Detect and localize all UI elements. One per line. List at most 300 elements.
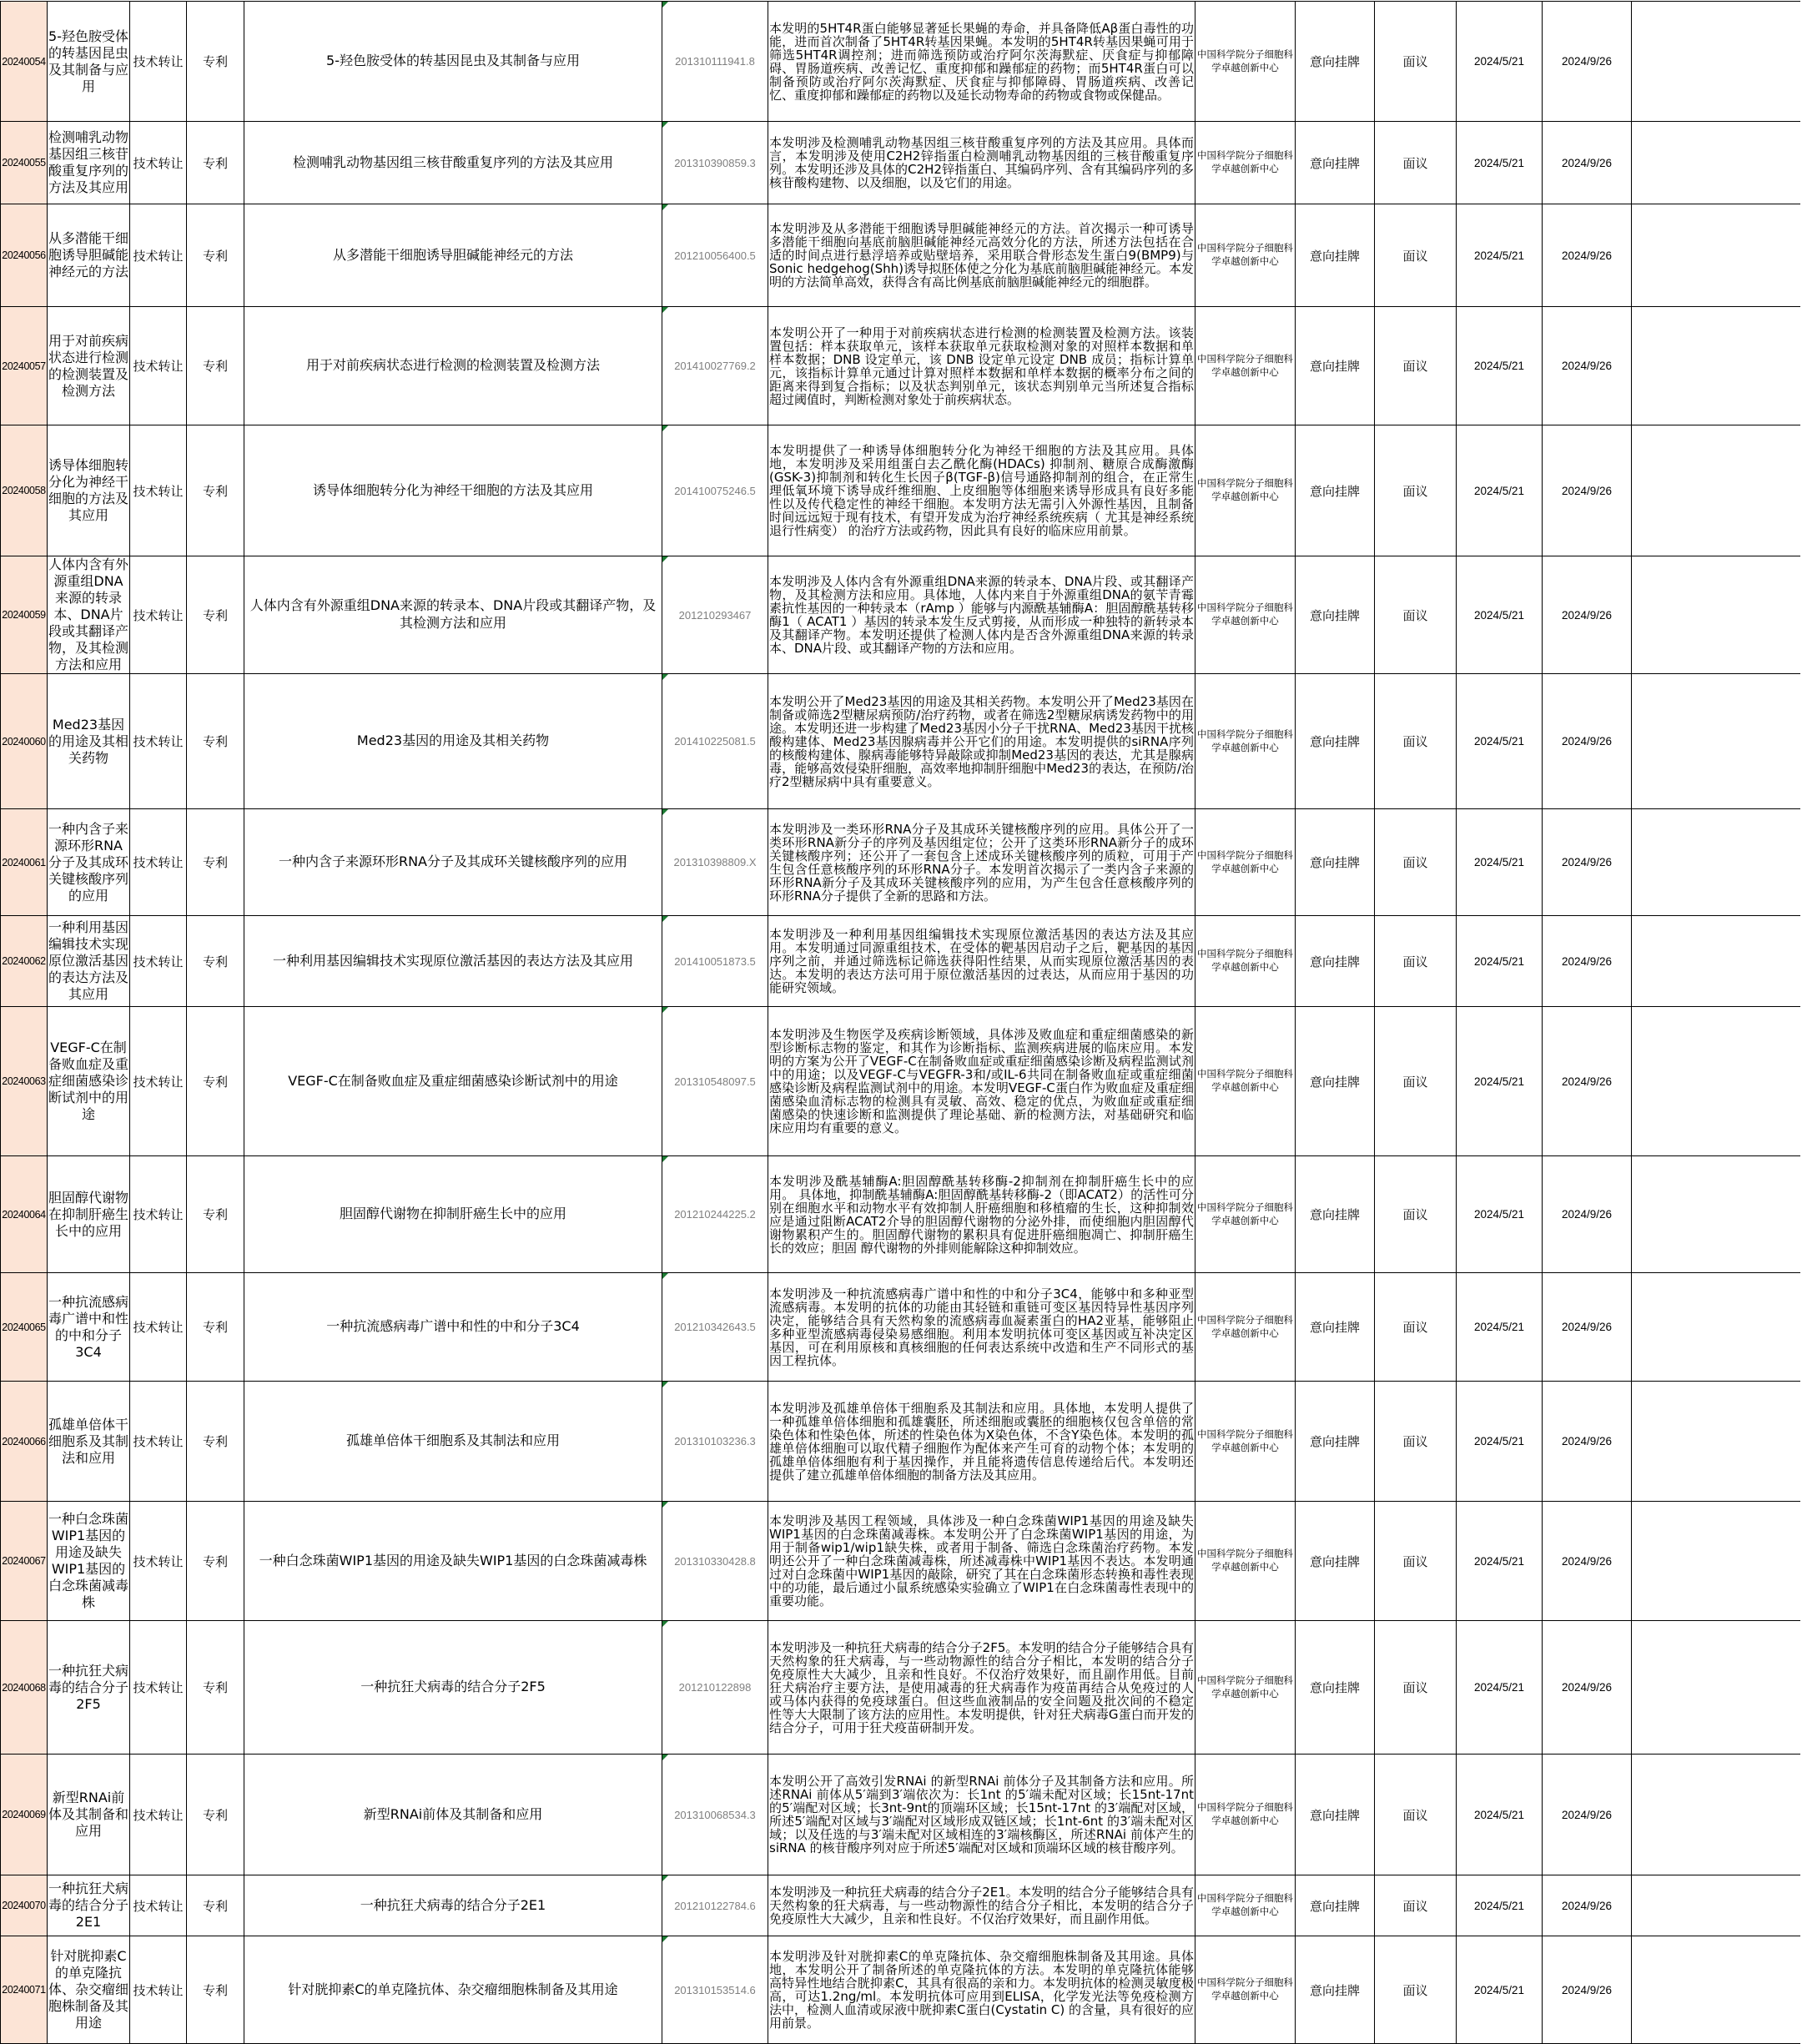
patent-number-text: 201210342643.5	[674, 1321, 756, 1333]
status-cell[interactable]	[1296, 1007, 1375, 1156]
full-title-cell[interactable]	[244, 916, 662, 1007]
status-text: 意向挂牌	[1309, 54, 1360, 69]
patent-number-cell[interactable]	[662, 204, 768, 307]
filler-cell	[1632, 809, 1800, 916]
listing-date-text: 2024/5/21	[1473, 1554, 1525, 1568]
organization-cell[interactable]	[1195, 674, 1296, 809]
update-date-text: 2024/9/26	[1561, 249, 1613, 262]
listing-date-cell[interactable]	[1457, 122, 1543, 204]
organization-cell[interactable]	[1195, 1755, 1296, 1875]
organization-cell[interactable]	[1195, 916, 1296, 1007]
row-id-cell[interactable]	[1, 556, 48, 674]
transfer-type-cell[interactable]	[130, 122, 187, 204]
full-title-cell[interactable]	[244, 1273, 662, 1382]
listing-date-cell[interactable]	[1457, 425, 1543, 556]
listing-date-cell[interactable]	[1457, 2, 1543, 122]
ip-type-cell[interactable]	[187, 1273, 244, 1382]
listing-date-cell[interactable]	[1457, 307, 1543, 425]
status-cell[interactable]	[1296, 916, 1375, 1007]
row-id-cell[interactable]	[1, 1273, 48, 1382]
status-cell[interactable]	[1296, 1621, 1375, 1755]
organization-text: 中国科学院分子细胞科学卓越创新中心	[1197, 242, 1293, 267]
transfer-type-cell[interactable]	[130, 1382, 187, 1502]
update-date-cell[interactable]	[1543, 425, 1632, 556]
patent-number-text: 201310390859.3	[674, 156, 756, 169]
project-title-cell[interactable]	[48, 556, 130, 674]
transfer-type-cell[interactable]	[130, 2, 187, 122]
listing-date-cell[interactable]	[1457, 204, 1543, 307]
price-cell[interactable]	[1375, 2, 1457, 122]
status-cell[interactable]	[1296, 307, 1375, 425]
transfer-type-cell[interactable]	[130, 1755, 187, 1875]
price-cell[interactable]	[1375, 1007, 1457, 1156]
ip-type-cell[interactable]	[187, 307, 244, 425]
full-title-cell[interactable]	[244, 2, 662, 122]
transfer-type-cell[interactable]	[130, 1875, 187, 1936]
listing-date-cell[interactable]	[1457, 1007, 1543, 1156]
table-row	[1, 1621, 1800, 1755]
organization-cell[interactable]	[1195, 1936, 1296, 2044]
transfer-type-cell[interactable]	[130, 307, 187, 425]
price-cell[interactable]	[1375, 916, 1457, 1007]
patent-number-cell[interactable]	[662, 122, 768, 204]
row-id-text: 20240056	[2, 249, 46, 261]
description-cell[interactable]	[768, 1936, 1195, 2044]
organization-text: 中国科学院分子细胞科学卓越创新中心	[1197, 602, 1293, 627]
transfer-type-cell[interactable]	[130, 1502, 187, 1621]
ip-type-text: 专利	[202, 855, 228, 870]
listing-date-text: 2024/5/21	[1473, 249, 1525, 262]
patent-number-cell[interactable]	[662, 2, 768, 122]
listing-date-cell[interactable]	[1457, 1273, 1543, 1382]
project-title-text: 用于对前疾病状态进行检测的检测装置及检测方法	[48, 332, 129, 399]
update-date-cell[interactable]	[1543, 122, 1632, 204]
status-cell[interactable]	[1296, 809, 1375, 916]
ip-type-cell[interactable]	[187, 556, 244, 674]
description-text: 本发明涉及一种利用基因组编辑技术实现原位激活基因的表达方法及其应用。本发明通过同源重组技术，在受体的靶基因启动子之后，靶基因的基因序列之前，并通过筛选标记筛选获得阳性结果，从而实现原位激活基因的表达。本发明的表达方法可用于原位激活基因的过表达，从而应用于基因的功能研究领域。	[769, 927, 1194, 995]
listing-date-cell[interactable]	[1457, 916, 1543, 1007]
listing-date-cell[interactable]	[1457, 1621, 1543, 1755]
organization-cell[interactable]	[1195, 425, 1296, 556]
description-cell[interactable]	[768, 204, 1195, 307]
full-title-cell[interactable]	[244, 674, 662, 809]
organization-cell[interactable]	[1195, 1502, 1296, 1621]
full-title-cell[interactable]	[244, 1755, 662, 1875]
full-title-cell[interactable]	[244, 1156, 662, 1273]
table-row	[1, 1502, 1800, 1621]
full-title-text: 一种抗狂犬病毒的结合分子2E1	[360, 1896, 546, 1913]
organization-cell[interactable]	[1195, 1621, 1296, 1755]
update-date-cell[interactable]	[1543, 1621, 1632, 1755]
price-cell[interactable]	[1375, 1502, 1457, 1621]
row-id-cell[interactable]	[1, 674, 48, 809]
description-text: 本发明涉及针对胱抑素C的单克隆抗体、杂交瘤细胞株制备及其用途。具体地，本发明公开了制备所述的单克隆抗体的方法。本发明的单克隆抗体能够高特异性地结合胱抑素C，其具有很高的亲和力。本发明抗体的检测灵敏度极高，可达1.2ng/ml。本发明抗体可应用到ELISA，化学发光法等免疫检测方法中，检测人血清或尿液中胱抑素C蛋白(Cystatin C) 的含量，具有很好的应用前景。	[769, 1949, 1194, 2031]
row-id-text: 20240064	[2, 1208, 46, 1221]
project-title-cell[interactable]	[48, 425, 130, 556]
project-title-cell[interactable]	[48, 1875, 130, 1936]
transfer-type-cell[interactable]	[130, 916, 187, 1007]
price-cell[interactable]	[1375, 1936, 1457, 2044]
transfer-type-cell[interactable]	[130, 809, 187, 916]
organization-cell[interactable]	[1195, 1382, 1296, 1502]
row-id-cell[interactable]	[1, 2, 48, 122]
full-title-cell[interactable]	[244, 122, 662, 204]
row-id-text: 20240058	[2, 485, 46, 496]
full-title-cell[interactable]	[244, 1936, 662, 2044]
patent-number-text: 201410225081.5	[674, 735, 756, 748]
row-id-cell[interactable]	[1, 1382, 48, 1502]
description-text: 本发明涉及从多潜能干细胞诱导胆碱能神经元的方法。首次揭示一种可诱导多潜能干细胞向基底前脑胆碱能神经元高效分化的方法，所述方法包括在合适的时间点进行悬浮培养或贴壁培养，采用联合骨形态发生蛋白9(BMP9)与Sonic hedgehog(Shh)诱导拟胚体使之分化为基底前脑胆碱能神经元。本发明的方法简单高效，获得含有高比例基底前脑胆碱能神经元的细胞群。	[769, 221, 1194, 289]
organization-cell[interactable]	[1195, 1007, 1296, 1156]
update-date-cell[interactable]	[1543, 1755, 1632, 1875]
patent-number-cell[interactable]	[662, 1007, 768, 1156]
ip-type-text: 专利	[202, 1898, 228, 1914]
row-id-cell[interactable]	[1, 122, 48, 204]
price-cell[interactable]	[1375, 1382, 1457, 1502]
full-title-cell[interactable]	[244, 204, 662, 307]
table-row	[1, 1382, 1800, 1502]
row-id-cell[interactable]	[1, 204, 48, 307]
ip-type-text: 专利	[202, 1320, 228, 1335]
status-cell[interactable]	[1296, 204, 1375, 307]
listing-date-cell[interactable]	[1457, 1382, 1543, 1502]
price-text: 面议	[1402, 359, 1428, 374]
ip-type-text: 专利	[202, 1553, 228, 1569]
update-date-cell[interactable]	[1543, 1273, 1632, 1382]
project-title-text: 针对胱抑素C的单克隆抗体、杂交瘤细胞株制备及其用途	[48, 1948, 129, 2031]
organization-cell[interactable]	[1195, 809, 1296, 916]
listing-date-cell[interactable]	[1457, 809, 1543, 916]
update-date-cell[interactable]	[1543, 809, 1632, 916]
row-id-cell[interactable]	[1, 1156, 48, 1273]
project-title-cell[interactable]	[48, 122, 130, 204]
price-cell[interactable]	[1375, 122, 1457, 204]
ip-type-text: 专利	[202, 1434, 228, 1449]
row-id-cell[interactable]	[1, 1007, 48, 1156]
full-title-text: 新型RNAi前体及其制备和应用	[363, 1805, 543, 1822]
description-cell[interactable]	[768, 1156, 1195, 1273]
transfer-type-cell[interactable]	[130, 1273, 187, 1382]
transfer-type-text: 技术转让	[133, 483, 184, 499]
transfer-type-text: 技术转让	[133, 1680, 184, 1695]
ip-type-cell[interactable]	[187, 2, 244, 122]
update-date-cell[interactable]	[1543, 1382, 1632, 1502]
status-text: 意向挂牌	[1309, 1074, 1360, 1090]
ip-type-cell[interactable]	[187, 1621, 244, 1755]
update-date-cell[interactable]	[1543, 916, 1632, 1007]
table-row	[1, 1007, 1800, 1156]
status-cell[interactable]	[1296, 1936, 1375, 2044]
organization-text: 中国科学院分子细胞科学卓越创新中心	[1197, 1427, 1293, 1453]
patent-number-cell[interactable]	[662, 1936, 768, 2044]
organization-cell[interactable]	[1195, 2, 1296, 122]
patent-number-text: 201210122784.6	[674, 1899, 756, 1912]
patent-number-cell[interactable]	[662, 556, 768, 674]
full-title-cell[interactable]	[244, 425, 662, 556]
patent-number-cell[interactable]	[662, 1875, 768, 1936]
update-date-text: 2024/9/26	[1561, 484, 1613, 497]
price-text: 面议	[1402, 734, 1428, 749]
price-text: 面议	[1402, 483, 1428, 499]
update-date-text: 2024/9/26	[1561, 1554, 1613, 1568]
ip-type-cell[interactable]	[187, 1502, 244, 1621]
row-id-cell[interactable]	[1, 916, 48, 1007]
patent-number-cell[interactable]	[662, 1502, 768, 1621]
row-id-cell[interactable]	[1, 1875, 48, 1936]
transfer-type-text: 技术转让	[133, 1553, 184, 1569]
ip-type-cell[interactable]	[187, 916, 244, 1007]
price-cell[interactable]	[1375, 425, 1457, 556]
update-date-cell[interactable]	[1543, 1875, 1632, 1936]
patent-number-cell[interactable]	[662, 1382, 768, 1502]
ip-type-cell[interactable]	[187, 809, 244, 916]
status-cell[interactable]	[1296, 425, 1375, 556]
table-row	[1, 1273, 1800, 1382]
transfer-type-cell[interactable]	[130, 204, 187, 307]
project-title-cell[interactable]	[48, 2, 130, 122]
status-cell[interactable]	[1296, 556, 1375, 674]
full-title-cell[interactable]	[244, 307, 662, 425]
description-cell[interactable]	[768, 1755, 1195, 1875]
full-title-text: 胆固醇代谢物在抑制肝癌生长中的应用	[339, 1206, 566, 1222]
description-cell[interactable]	[768, 1621, 1195, 1755]
full-title-cell[interactable]	[244, 1621, 662, 1755]
ip-type-cell[interactable]	[187, 1875, 244, 1936]
patent-number-cell[interactable]	[662, 1621, 768, 1755]
project-title-cell[interactable]	[48, 307, 130, 425]
description-cell[interactable]	[768, 916, 1195, 1007]
price-cell[interactable]	[1375, 674, 1457, 809]
description-cell[interactable]	[768, 1502, 1195, 1621]
organization-cell[interactable]	[1195, 1875, 1296, 1936]
listing-date-text: 2024/5/21	[1473, 608, 1525, 622]
price-text: 面议	[1402, 607, 1428, 623]
description-text: 本发明提供了一种诱导体细胞转分化为神经干细胞的方法及其应用。具体地，本发明涉及采用组蛋白去乙酰化酶(HDACs) 抑制剂、糖原合成酶激酶(GSK-3)抑制剂和转化生长因子β(TGF-β)信号通路抑制剂的组合，在正常生理低氧环境下诱导成纤维细胞、上皮细胞等体细胞来诱导形成具有良好多能性以及传代稳定性的神经干细胞。本发明方法无需引入外源性基因，且制备时间远远短于现有技术，有望开发成为治疗神经系统疾病（ 尤其是神经系统退行性病变） 的治疗方法或药物，因此具有良好的临床应用前景。	[769, 443, 1194, 538]
full-title-cell[interactable]	[244, 1382, 662, 1502]
patent-number-cell[interactable]	[662, 1273, 768, 1382]
price-text: 面议	[1402, 954, 1428, 969]
row-id-text: 20240057	[2, 360, 46, 372]
organization-cell[interactable]	[1195, 1156, 1296, 1273]
table-row	[1, 1875, 1800, 1936]
status-cell[interactable]	[1296, 1156, 1375, 1273]
update-date-cell[interactable]	[1543, 2, 1632, 122]
ip-type-cell[interactable]	[187, 1007, 244, 1156]
row-id-text: 20240068	[2, 1681, 46, 1694]
status-cell[interactable]	[1296, 1755, 1375, 1875]
transfer-type-cell[interactable]	[130, 556, 187, 674]
update-date-cell[interactable]	[1543, 674, 1632, 809]
description-cell[interactable]	[768, 2, 1195, 122]
ip-type-text: 专利	[202, 248, 228, 264]
price-cell[interactable]	[1375, 307, 1457, 425]
price-cell[interactable]	[1375, 1621, 1457, 1755]
description-cell[interactable]	[768, 674, 1195, 809]
description-text: 本发明涉及基因工程领域，具体涉及一种白念珠菌WIP1基因的用途及缺失WIP1基因的白念珠菌减毒株。本发明公开了白念珠菌WIP1基因的用途，为用于制备wip1/wip1缺失株，或者用于制备、筛选白念珠菌治疗药物。本发明还公开了一种白念珠菌减毒株，所述减毒株中WIP1基因不表达。本发明通过对白念珠菌中WIP1基因的敲除，研究了其在白念珠菌形态转换和毒性表现中的功能，最后通过小鼠系统感染实验确立了WIP1在白念珠菌毒性表现中的重要功能。	[769, 1513, 1194, 1609]
transfer-type-text: 技术转让	[133, 359, 184, 374]
organization-text: 中国科学院分子细胞科学卓越创新中心	[1197, 1068, 1293, 1093]
listing-date-cell[interactable]	[1457, 556, 1543, 674]
price-cell[interactable]	[1375, 1875, 1457, 1936]
green-triangle-icon	[662, 916, 668, 922]
status-cell[interactable]	[1296, 1875, 1375, 1936]
transfer-type-cell[interactable]	[130, 1621, 187, 1755]
description-text: 本发明涉及生物医学及疾病诊断领域，具体涉及败血症和重症细菌感染的新型诊断标志物的鉴定，和其作为诊断指标、监测疾病进展的临床应用。本发明的方案为公开了VEGF-C在制备败血症或重症细菌感染诊断及病程监测试剂中的用途；以及VEGF-C与VEGFR-3和/或IL-6共同在制备败血症或重症细菌感染诊断及病程监测试剂中的用途。本发明VEGF-C蛋白作为败血症及重症细菌感染血清标志物的检测具有灵敏、高效、稳定的优点，为败血症或重症细菌感染的快速诊断和监测提供了理论基础、新的检测方法，对基础研究和临床应用均有重要的意义。	[769, 1027, 1194, 1135]
patent-number-text: 201310068534.3	[674, 1808, 756, 1821]
ip-type-cell[interactable]	[187, 425, 244, 556]
update-date-cell[interactable]	[1543, 556, 1632, 674]
listing-date-text: 2024/5/21	[1473, 1208, 1525, 1221]
price-cell[interactable]	[1375, 1273, 1457, 1382]
organization-cell[interactable]	[1195, 556, 1296, 674]
status-cell[interactable]	[1296, 1502, 1375, 1621]
description-text: 本发明的5HT4R蛋白能够显著延长果蝇的寿命，并具备降低Aβ蛋白毒性的功能，进而首次制备了5HT4R转基因果蝇。本发明的5HT4R转基因果蝇可用于筛选5HT4R调控剂；进而筛选预防或治疗阿尔茨海默症、厌食症与抑郁障碍、胃肠道疾病、改善记忆、重度抑郁和躁郁症的药物；而5HT4R蛋白可以制备预防或治疗阿尔茨海默症、厌食症与抑郁障碍、胃肠道疾病、改善记忆、重度抑郁和躁郁症的药物以及延长动物寿命的药物或食物或保健品。	[769, 20, 1194, 103]
transfer-type-cell[interactable]	[130, 1936, 187, 2044]
organization-cell[interactable]	[1195, 122, 1296, 204]
transfer-type-cell[interactable]	[130, 1156, 187, 1273]
ip-type-cell[interactable]	[187, 1755, 244, 1875]
update-date-cell[interactable]	[1543, 1156, 1632, 1273]
update-date-cell[interactable]	[1543, 1502, 1632, 1621]
organization-text: 中国科学院分子细胞科学卓越创新中心	[1197, 352, 1293, 378]
patent-number-cell[interactable]	[662, 307, 768, 425]
status-cell[interactable]	[1296, 674, 1375, 809]
row-id-cell[interactable]	[1, 425, 48, 556]
project-title-cell[interactable]	[48, 674, 130, 809]
description-cell[interactable]	[768, 1875, 1195, 1936]
project-title-cell[interactable]	[48, 1382, 130, 1502]
listing-date-cell[interactable]	[1457, 1936, 1543, 2044]
update-date-text: 2024/9/26	[1561, 1435, 1613, 1447]
project-title-cell[interactable]	[48, 1156, 130, 1273]
row-id-cell[interactable]	[1, 1755, 48, 1875]
row-id-cell[interactable]	[1, 809, 48, 916]
description-cell[interactable]	[768, 556, 1195, 674]
project-title-text: 一种抗流感病毒广谱中和性的中和分子3C4	[48, 1293, 129, 1360]
ip-type-cell[interactable]	[187, 1936, 244, 2044]
description-cell[interactable]	[768, 1382, 1195, 1502]
patent-number-cell[interactable]	[662, 916, 768, 1007]
listing-date-cell[interactable]	[1457, 1875, 1543, 1936]
status-text: 意向挂牌	[1309, 734, 1360, 749]
filler-cell	[1632, 556, 1800, 674]
price-cell[interactable]	[1375, 556, 1457, 674]
price-cell[interactable]	[1375, 1156, 1457, 1273]
patent-number-cell[interactable]	[662, 1755, 768, 1875]
row-id-cell[interactable]	[1, 1936, 48, 2044]
patent-number-cell[interactable]	[662, 809, 768, 916]
description-cell[interactable]	[768, 809, 1195, 916]
row-id-cell[interactable]	[1, 1621, 48, 1755]
description-cell[interactable]	[768, 1007, 1195, 1156]
ip-type-text: 专利	[202, 483, 228, 499]
project-title-cell[interactable]	[48, 204, 130, 307]
project-title-text: 一种抗狂犬病毒的结合分子2F5	[48, 1662, 129, 1712]
project-title-cell[interactable]	[48, 1936, 130, 2044]
description-cell[interactable]	[768, 122, 1195, 204]
project-title-cell[interactable]	[48, 1755, 130, 1875]
organization-text: 中国科学院分子细胞科学卓越创新中心	[1197, 48, 1293, 73]
update-date-cell[interactable]	[1543, 1007, 1632, 1156]
ip-type-text: 专利	[202, 607, 228, 623]
full-title-cell[interactable]	[244, 556, 662, 674]
ip-type-cell[interactable]	[187, 204, 244, 307]
full-title-cell[interactable]	[244, 809, 662, 916]
description-text: 本发明涉及一种抗狂犬病毒的结合分子2F5。本发明的结合分子能够结合具有天然构象的狂犬病毒，与一些动物源性的结合分子相比，本发明的结合分子免疫原性大大减少，且亲和性良好。不仅治疗效果好，而且副作用低。目前狂犬病治疗主要方法，是使用减毒的狂犬病毒作为疫苗再结合从免疫过的人或马体内获得的免疫球蛋白。但这些血液制品的安全问题及批次间的不稳定性等大大限制了该方法的应用性。本发明提供，针对狂犬病毒G蛋白而开发的结合分子，可用于狂犬疫苗研制开发。	[769, 1639, 1194, 1735]
filler-cell	[1632, 122, 1800, 204]
listing-date-cell[interactable]	[1457, 1502, 1543, 1621]
listing-date-cell[interactable]	[1457, 1755, 1543, 1875]
full-title-cell[interactable]	[244, 1875, 662, 1936]
ip-type-cell[interactable]	[187, 1382, 244, 1502]
project-title-cell[interactable]	[48, 1273, 130, 1382]
status-cell[interactable]	[1296, 1273, 1375, 1382]
patent-listing-table	[0, 1, 1800, 2044]
row-id-text: 20240060	[2, 735, 46, 748]
status-text: 意向挂牌	[1309, 855, 1360, 870]
ip-type-text: 专利	[202, 1807, 228, 1823]
patent-number-text: 201210056400.5	[674, 249, 756, 262]
transfer-type-cell[interactable]	[130, 425, 187, 556]
update-date-cell[interactable]	[1543, 204, 1632, 307]
row-id-cell[interactable]	[1, 1502, 48, 1621]
description-cell[interactable]	[768, 1273, 1195, 1382]
full-title-text: 用于对前疾病状态进行检测的检测装置及检测方法	[305, 357, 600, 374]
table-row	[1, 307, 1800, 425]
ip-type-cell[interactable]	[187, 122, 244, 204]
status-cell[interactable]	[1296, 1382, 1375, 1502]
status-text: 意向挂牌	[1309, 1807, 1360, 1823]
ip-type-cell[interactable]	[187, 1156, 244, 1273]
green-triangle-icon	[662, 1273, 668, 1279]
organization-cell[interactable]	[1195, 204, 1296, 307]
listing-date-cell[interactable]	[1457, 1156, 1543, 1273]
project-title-text: 检测哺乳动物基因组三核苷酸重复序列的方法及其应用	[48, 129, 129, 195]
ip-type-cell[interactable]	[187, 674, 244, 809]
status-cell[interactable]	[1296, 2, 1375, 122]
price-cell[interactable]	[1375, 1755, 1457, 1875]
organization-text: 中国科学院分子细胞科学卓越创新中心	[1197, 727, 1293, 753]
project-title-text: 一种抗狂犬病毒的结合分子2E1	[48, 1880, 129, 1930]
price-cell[interactable]	[1375, 204, 1457, 307]
description-cell[interactable]	[768, 425, 1195, 556]
project-title-cell[interactable]	[48, 809, 130, 916]
organization-text: 中国科学院分子细胞科学卓越创新中心	[1197, 1548, 1293, 1573]
description-cell[interactable]	[768, 307, 1195, 425]
project-title-cell[interactable]	[48, 916, 130, 1007]
update-date-cell[interactable]	[1543, 1936, 1632, 2044]
table-row	[1, 425, 1800, 556]
patent-number-cell[interactable]	[662, 425, 768, 556]
organization-cell[interactable]	[1195, 1273, 1296, 1382]
transfer-type-cell[interactable]	[130, 1007, 187, 1156]
project-title-cell[interactable]	[48, 1007, 130, 1156]
transfer-type-cell[interactable]	[130, 674, 187, 809]
listing-date-cell[interactable]	[1457, 674, 1543, 809]
full-title-cell[interactable]	[244, 1007, 662, 1156]
row-id-cell[interactable]	[1, 307, 48, 425]
project-title-cell[interactable]	[48, 1502, 130, 1621]
patent-number-cell[interactable]	[662, 1156, 768, 1273]
full-title-cell[interactable]	[244, 1502, 662, 1621]
status-cell[interactable]	[1296, 122, 1375, 204]
listing-date-text: 2024/5/21	[1473, 55, 1525, 68]
update-date-cell[interactable]	[1543, 307, 1632, 425]
patent-number-cell[interactable]	[662, 674, 768, 809]
project-title-cell[interactable]	[48, 1621, 130, 1755]
price-cell[interactable]	[1375, 809, 1457, 916]
organization-cell[interactable]	[1195, 307, 1296, 425]
